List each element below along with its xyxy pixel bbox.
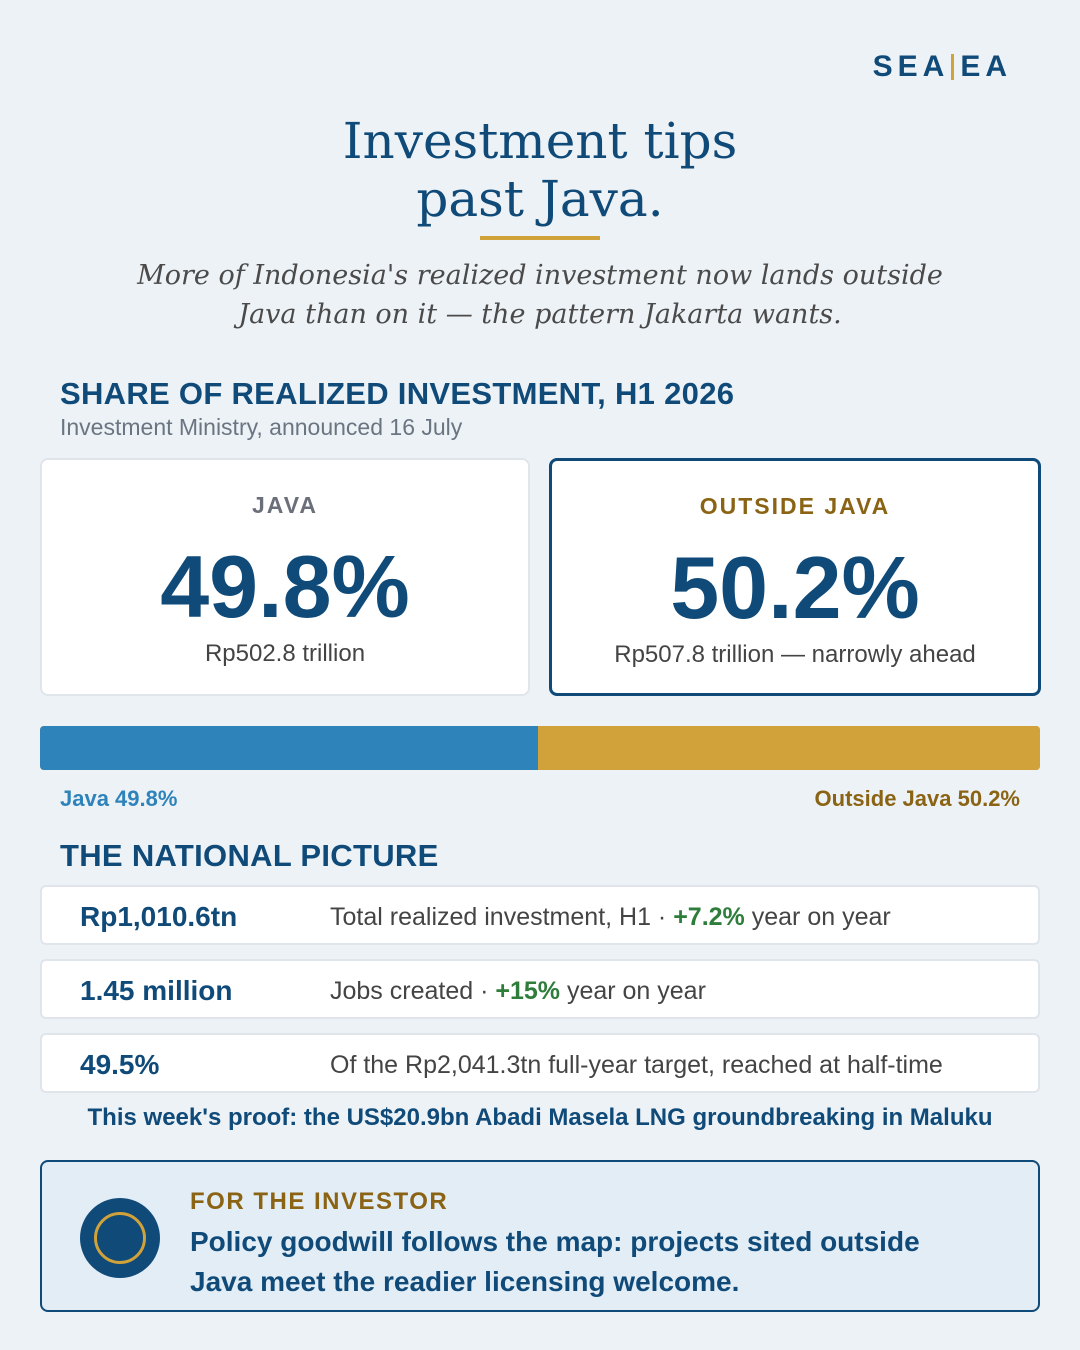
outside-java-card-note: Rp507.8 trillion — narrowly ahead [614,641,976,668]
national-row-growth: +15% [495,977,560,1005]
share-section-source: Investment Ministry, announced 16 July [60,414,463,440]
target-icon-ring [94,1212,146,1264]
national-row-desc-text: Jobs created · [330,977,496,1005]
proof-line: This week's proof: the US$20.9bn Abadi Masela LNG groundbreaking in Maluku [87,1104,993,1131]
outside-java-card-value: 50.2% [670,538,920,637]
callout-line-2: Java meet the readier licensing welcome. [190,1266,740,1297]
headline-rule [480,236,600,240]
national-row [40,1033,1040,1093]
national-row-desc-text: Of the Rp2,041.3tn full-year target, reached at half-time [330,1051,943,1079]
brand-logo-left: SEA [872,50,950,83]
national-row-value: 1.45 million [80,975,233,1006]
national-row-description [330,903,891,932]
share-bar-java-segment [40,726,538,770]
dek-line-1: More of Indonesia's realized investment now lands outside [137,260,943,291]
share-bar [40,726,1040,770]
dek-line-2: Java than on it — the pattern Jakarta wants. [238,299,842,330]
national-row-desc-suffix: year on year [560,977,706,1005]
callout-message [190,1222,1010,1302]
java-card [40,458,530,696]
brand-logo-divider [951,54,954,80]
investor-callout [40,1160,1040,1312]
national-row-value: 49.5% [80,1049,160,1080]
headline [0,112,1080,228]
java-card-value: 49.8% [160,537,410,636]
brand-logo [873,50,1012,84]
brand-logo-right: EA [960,50,1012,83]
national-row-desc-text: Total realized investment, H1 · [330,903,674,931]
share-section-title: SHARE OF REALIZED INVESTMENT, H1 2026 [60,376,735,411]
target-icon [80,1198,160,1278]
share-bar-outside-label: Outside Java 50.2% [814,786,1020,811]
national-row-value: Rp1,010.6tn [80,901,238,932]
national-section-title: THE NATIONAL PICTURE [60,838,439,873]
java-card-label: JAVA [252,492,318,518]
national-row-growth: +7.2% [673,903,745,931]
dek [100,256,980,334]
callout-kicker: FOR THE INVESTOR [190,1188,449,1215]
national-row-description [330,1051,943,1080]
java-card-note: Rp502.8 trillion [204,640,366,667]
national-row-description [330,977,706,1006]
outside-java-card [549,458,1041,696]
share-bar-java-label: Java 49.8% [60,786,178,811]
national-row-desc-suffix: year on year [744,903,891,931]
callout-line-1: Policy goodwill follows the map: projects sited outside [190,1226,920,1257]
outside-java-card-label: OUTSIDE JAVA [699,493,891,519]
share-bar-outside-segment [538,726,1040,770]
headline-line-1: Investment tips [342,112,738,170]
national-row [40,959,1040,1019]
national-row [40,885,1040,945]
headline-line-2: past Java. [416,170,664,228]
